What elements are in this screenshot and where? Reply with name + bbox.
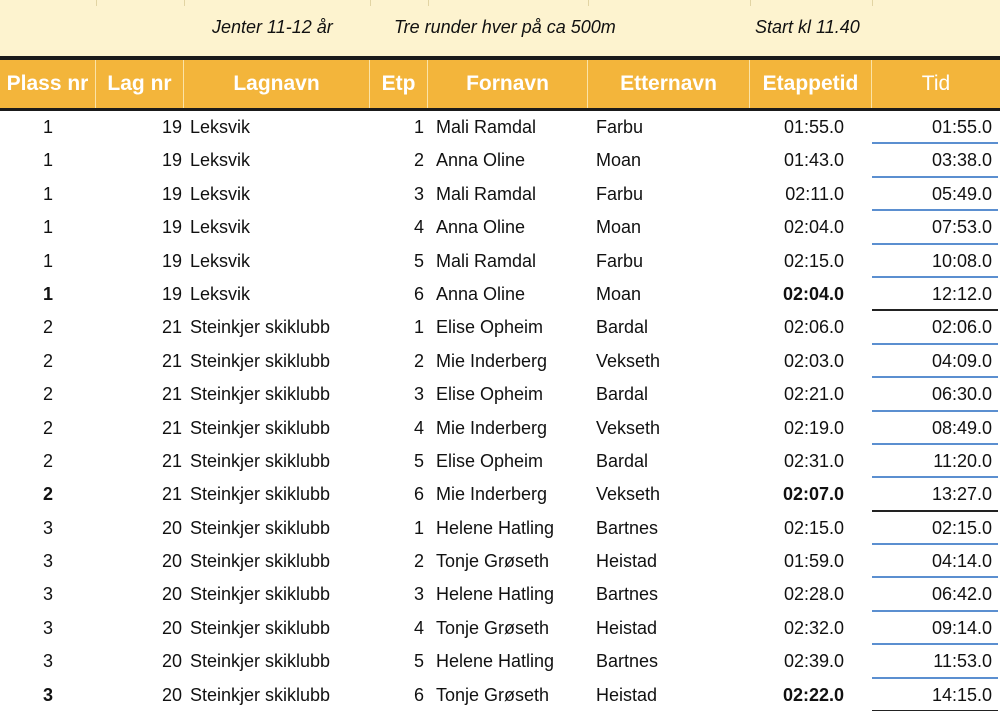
cell-lagnavn: Steinkjer skiklubb [190,484,331,505]
cell-plass: 2 [42,450,53,471]
cell-lag-nr: 19 [161,150,182,171]
cell-fornavn: Mie Inderberg [436,350,548,371]
table-row[interactable] [0,211,1000,244]
cell-lag-nr: 20 [161,651,182,672]
cell-etp: 1 [413,517,424,538]
grid-divider [588,0,589,6]
table-row[interactable] [0,412,1000,445]
cell-plass: 2 [42,484,53,505]
cell-etappetid: 02:22.0 [782,684,844,705]
cell-tid: 11:20.0 [933,450,992,471]
cell-lagnavn: Steinkjer skiklubb [190,450,331,471]
cell-etappetid: 02:06.0 [783,317,844,338]
cell-lagnavn: Steinkjer skiklubb [190,384,331,405]
cell-etternavn: Vekseth [596,484,661,505]
cell-etternavn: Bartnes [596,584,659,605]
cell-tid: 05:49.0 [931,183,992,204]
cell-etappetid: 02:21.0 [783,384,844,405]
cell-etp: 4 [413,417,424,438]
cell-lagnavn: Steinkjer skiklubb [190,651,331,672]
cell-lag-nr: 19 [161,117,182,137]
cell-etternavn: Moan [596,217,642,238]
cell-etp: 5 [413,651,424,672]
cell-etternavn: Farbu [596,117,644,137]
cell-lagnavn: Leksvik [190,117,251,137]
table-row[interactable] [0,144,1000,177]
cell-etappetid: 01:55.0 [783,117,844,137]
grid-divider [96,0,97,6]
cell-etternavn: Moan [596,283,642,304]
cell-etappetid: 02:03.0 [783,350,844,371]
cell-etternavn: Farbu [596,183,644,204]
cell-lagnavn: Steinkjer skiklubb [190,684,331,705]
results-table-body [0,111,1000,711]
cell-lag-nr: 21 [161,350,182,371]
cell-plass: 3 [42,584,53,605]
header-fornavn[interactable]: Fornavn [428,60,588,108]
cell-fornavn: Mie Inderberg [436,484,548,505]
cell-etappetid: 01:59.0 [783,551,844,572]
table-row[interactable] [0,378,1000,411]
cell-lag-nr: 20 [161,517,182,538]
cell-lagnavn: Leksvik [190,283,251,304]
cell-plass: 1 [42,217,53,238]
cell-etappetid: 02:04.0 [783,217,844,238]
cell-etp: 3 [413,584,424,605]
cell-lag-nr: 20 [161,551,182,572]
cell-etappetid: 01:43.0 [783,150,844,171]
grid-divider [184,0,185,6]
cell-lag-nr: 21 [161,450,182,471]
cell-etp: 3 [413,384,424,405]
cell-plass: 2 [42,317,53,338]
cell-etternavn: Moan [596,150,642,171]
cell-fornavn: Mali Ramdal [436,250,537,271]
cell-fornavn: Helene Hatling [436,651,555,672]
cell-etp: 1 [413,117,424,137]
table-row[interactable] [0,278,1000,311]
cell-plass: 3 [42,617,53,638]
cell-etternavn: Heistad [596,551,658,572]
cell-lag-nr: 21 [161,384,182,405]
cell-etternavn: Bartnes [596,651,659,672]
cell-etp: 6 [413,484,424,505]
cell-plass: 1 [42,117,53,137]
cell-etappetid: 02:28.0 [783,584,844,605]
grid-divider [428,0,429,6]
cell-etappetid: 02:19.0 [783,417,844,438]
cell-tid: 01:55.0 [931,117,992,137]
cell-lagnavn: Leksvik [190,150,251,171]
cell-tid: 03:38.0 [931,150,992,171]
cell-fornavn: Helene Hatling [436,517,555,538]
cell-fornavn: Anna Oline [436,217,526,238]
cell-lag-nr: 21 [161,317,182,338]
cell-etternavn: Heistad [596,684,658,705]
cell-etternavn: Vekseth [596,417,661,438]
cell-etternavn: Bartnes [596,517,659,538]
cell-fornavn: Anna Oline [436,150,526,171]
header-etp[interactable]: Etp [370,60,428,108]
table-row[interactable] [0,178,1000,211]
cell-tid: 11:53.0 [933,651,992,672]
cell-etappetid: 02:32.0 [783,617,844,638]
cell-fornavn: Tonje Grøseth [436,617,550,638]
cell-etappetid: 02:31.0 [783,450,844,471]
table-row[interactable] [0,478,1000,511]
cell-fornavn: Mie Inderberg [436,417,548,438]
table-row[interactable] [0,679,1000,711]
cell-tid: 13:27.0 [931,484,992,505]
cell-plass: 2 [42,384,53,405]
cell-etappetid: 02:39.0 [783,651,844,672]
cell-lag-nr: 19 [161,183,182,204]
table-row[interactable] [0,345,1000,378]
cell-etp: 5 [413,250,424,271]
cell-tid: 06:42.0 [931,584,992,605]
cell-fornavn: Mali Ramdal [436,183,537,204]
cell-fornavn: Elise Opheim [436,384,544,405]
header-etternavn[interactable]: Etternavn [588,60,750,108]
cell-etp: 4 [413,617,424,638]
cell-lag-nr: 21 [161,417,182,438]
cell-lagnavn: Steinkjer skiklubb [190,617,331,638]
cell-tid: 10:08.0 [931,250,992,271]
table-row[interactable] [0,612,1000,645]
table-row[interactable] [0,245,1000,278]
info-band [0,0,1000,60]
header-plass[interactable]: Plass nr [0,60,96,108]
cell-lagnavn: Leksvik [190,217,251,238]
table-row[interactable] [0,578,1000,611]
cell-fornavn: Tonje Grøseth [436,551,550,572]
cell-tid: 09:14.0 [931,617,992,638]
cell-tid: 06:30.0 [931,384,992,405]
cell-tid: 14:15.0 [931,684,992,705]
table-row[interactable] [0,445,1000,478]
cell-etp: 2 [413,551,424,572]
cell-tid: 12:12.0 [931,283,992,304]
cell-fornavn: Tonje Grøseth [436,684,550,705]
cell-lagnavn: Steinkjer skiklubb [190,584,331,605]
grid-divider [370,0,371,6]
cell-lagnavn: Leksvik [190,183,251,204]
cell-plass: 1 [42,250,53,271]
cell-etternavn: Bardal [596,317,649,338]
cell-lagnavn: Steinkjer skiklubb [190,551,331,572]
cell-etappetid: 02:15.0 [783,250,844,271]
cell-etternavn: Vekseth [596,350,661,371]
header-tid[interactable]: Tid [921,72,951,95]
cell-etp: 6 [413,283,424,304]
cell-etappetid: 02:04.0 [782,283,844,304]
cell-lag-nr: 19 [161,250,182,271]
cell-lag-nr: 20 [161,584,182,605]
cell-etp: 1 [413,317,424,338]
cell-plass: 2 [42,350,53,371]
cell-tid: 04:09.0 [931,350,992,371]
category-label: Jenter 11-12 år [212,17,333,37]
cell-etp: 2 [413,350,424,371]
header-lagnavn[interactable]: Lagnavn [184,60,370,108]
cell-lagnavn: Steinkjer skiklubb [190,350,331,371]
cell-plass: 1 [42,150,53,171]
cell-etternavn: Heistad [596,617,658,638]
grid-divider [872,0,873,6]
cell-lag-nr: 19 [161,283,182,304]
cell-etp: 3 [413,183,424,204]
cell-lag-nr: 20 [161,617,182,638]
cell-etternavn: Bardal [596,450,649,471]
cell-fornavn: Mali Ramdal [436,117,537,137]
cell-fornavn: Elise Opheim [436,450,544,471]
start-time-label: Start kl 11.40 [755,17,860,37]
header-etappetid[interactable]: Etappetid [750,60,872,108]
header-lag[interactable]: Lag nr [96,60,184,108]
cell-plass: 1 [42,283,53,304]
cell-lagnavn: Steinkjer skiklubb [190,417,331,438]
cell-tid: 07:53.0 [931,217,992,238]
cell-plass: 3 [42,651,53,672]
cell-lagnavn: Steinkjer skiklubb [190,317,331,338]
cell-fornavn: Helene Hatling [436,584,555,605]
cell-tid: 02:15.0 [931,517,992,538]
cell-etternavn: Farbu [596,250,644,271]
table-header [0,60,1000,111]
table-row[interactable] [0,311,1000,344]
cell-etappetid: 02:07.0 [782,484,844,505]
cell-plass: 3 [42,684,53,705]
cell-etp: 4 [413,217,424,238]
cell-etternavn: Bardal [596,384,649,405]
cell-plass: 3 [42,551,53,572]
cell-etappetid: 02:15.0 [783,517,844,538]
cell-plass: 1 [42,183,53,204]
table-row[interactable] [0,111,1000,144]
cell-fornavn: Anna Oline [436,283,526,304]
cell-tid: 08:49.0 [931,417,992,438]
table-row[interactable] [0,545,1000,578]
cell-etp: 5 [413,450,424,471]
cell-tid: 02:06.0 [931,317,992,338]
cell-etappetid: 02:11.0 [785,183,844,204]
cell-plass: 3 [42,517,53,538]
cell-fornavn: Elise Opheim [436,317,544,338]
grid-divider [750,0,751,6]
cell-lag-nr: 19 [161,217,182,238]
cell-etp: 6 [413,684,424,705]
laps-label: Tre runder hver på ca 500m [394,17,616,37]
table-row[interactable] [0,512,1000,545]
cell-lagnavn: Leksvik [190,250,251,271]
cell-lag-nr: 20 [161,684,182,705]
table-row[interactable] [0,645,1000,678]
cell-lagnavn: Steinkjer skiklubb [190,517,331,538]
cell-etp: 2 [413,150,424,171]
cell-tid: 04:14.0 [931,551,992,572]
cell-plass: 2 [42,417,53,438]
cell-lag-nr: 21 [161,484,182,505]
